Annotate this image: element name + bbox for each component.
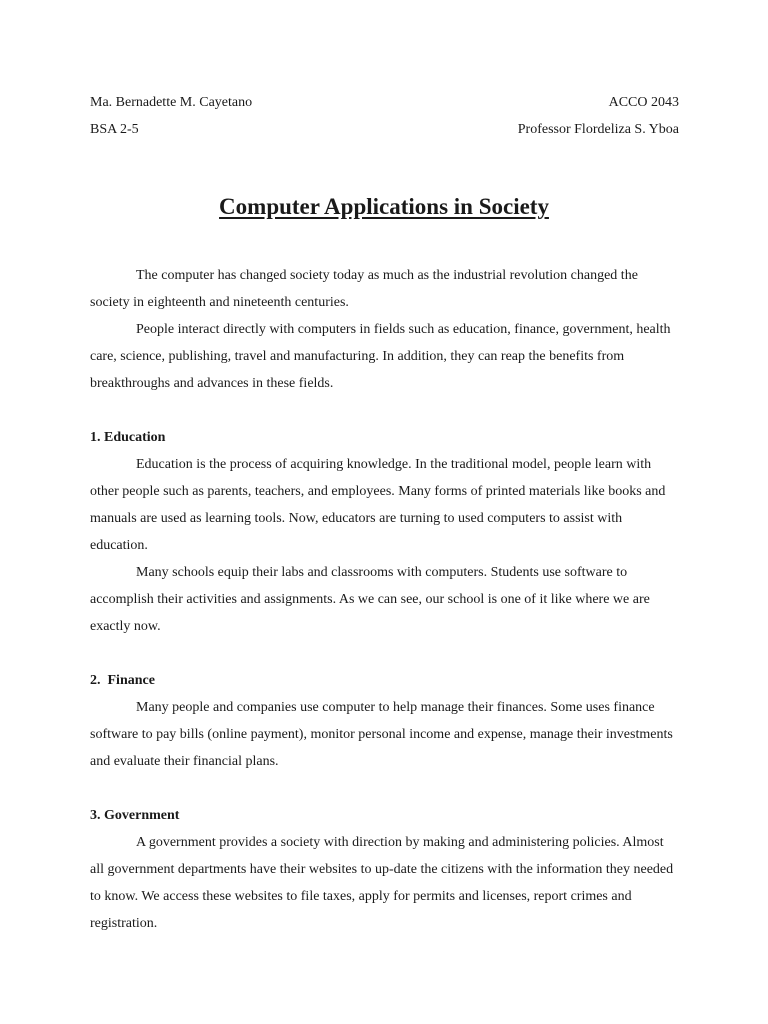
- course-code: ACCO 2043: [608, 95, 679, 110]
- section-heading-education: 1. Education: [90, 430, 166, 445]
- header-row-2: [90, 121, 679, 139]
- intro-paragraph-2: People interact directly with computers in fields such as education, finance, government, health care, science, publishing, travel and manufacturing. In addition, they can reap the benefits from breakthroughs and advances in these fields.: [90, 322, 671, 391]
- section-heading-finance: 2. Finance: [90, 673, 155, 688]
- header-row-1: [90, 94, 679, 112]
- education-paragraph-2: Many schools equip their labs and classrooms with computers. Students use software to accomplish their activities and assignments. As we can see, our school is one of it like where we are exactly now.: [90, 565, 650, 634]
- education-paragraph-1: Education is the process of acquiring knowledge. In the traditional model, people learn with other people such as parents, teachers, and employees. Many forms of printed materials like books and manuals are used as learning tools. Now, educators are turning to used computers to assist with education.: [90, 457, 666, 553]
- page-title: Computer Applications in Society: [219, 194, 549, 219]
- section-label: BSA 2-5: [90, 122, 139, 137]
- government-paragraph-1: A government provides a society with direction by making and administering policies. Almost all government departments have their websites to up-date the citizens with the information they needed to know. We access these websites to file taxes, apply for permits and licenses, report crimes and registration.: [90, 835, 674, 931]
- section-heading-government: 3. Government: [90, 808, 180, 823]
- document-body: [90, 262, 680, 937]
- finance-paragraph-1: Many people and companies use computer to help manage their finances. Some uses finance software to pay bills (online payment), monitor personal income and expense, manage their investments and evaluate their financial plans.: [90, 700, 673, 769]
- professor-name: Professor Flordeliza S. Yboa: [517, 122, 679, 137]
- intro-paragraph-1: The computer has changed society today as much as the industrial revolution changed the society in eighteenth and nineteenth centuries.: [90, 268, 638, 310]
- student-name: Ma. Bernadette M. Cayetano: [90, 95, 253, 110]
